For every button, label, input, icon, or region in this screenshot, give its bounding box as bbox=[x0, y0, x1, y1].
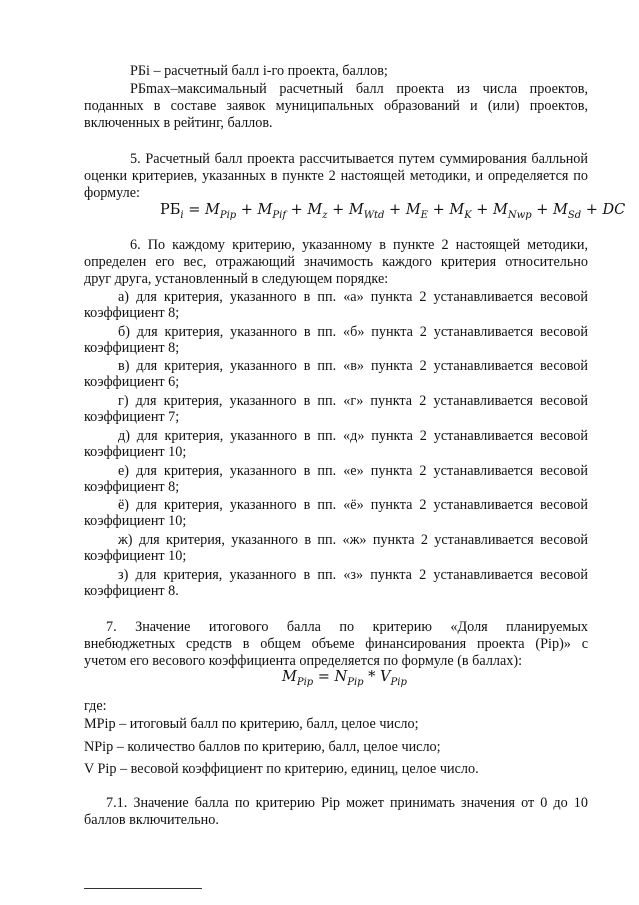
coefficient-item-3-line1: в) для критерия, указанного в пп. «в» пункта 2 устанавливается весовой bbox=[118, 358, 588, 375]
paragraph-7-1-line2: баллов включительно. bbox=[84, 812, 219, 828]
footnote-rule bbox=[84, 888, 202, 889]
coefficient-item-2-line2: коэффициент 8; bbox=[84, 339, 180, 356]
formula-total-score: $РБ_i = M_{Pip} + M_{Pif} + M_z + M_{Wtd} + M_E + M_K + M_{Nwp} + M_{Sd}$ + DC bbox=[160, 202, 626, 221]
coefficient-item-8-line1: ж) для критерия, указанного в пп. «ж» пункта 2 устанавливается весовой bbox=[118, 531, 588, 548]
paragraph-7-1-line1: 7.1. Значение балла по критерию Pip может принимать значения от 0 до 10 bbox=[106, 795, 588, 811]
coefficient-item-1-line1: а) для критерия, указанного в пп. «а» пункта 2 устанавливается весовой bbox=[118, 289, 588, 305]
coefficient-item-6-line2: коэффициент 8; bbox=[84, 478, 180, 495]
definition-rbmax-line1: РБmax–максимальный расчетный балл проекта из числа проектов, bbox=[130, 81, 588, 97]
paragraph-5-line2: оценки критериев, указанных в пункте 2 настоящей методики, и определяется по bbox=[84, 168, 588, 184]
formula-mpip: $M_{Pip} = N_{Pip} * V_{Pip}$ bbox=[282, 669, 407, 688]
paragraph-5-line1: 5. Расчетный балл проекта рассчитывается путем суммирования балльной bbox=[130, 151, 588, 167]
paragraph-7-line1: 7. Значение итогового балла по критерию «Доля планируемых bbox=[106, 619, 588, 635]
where-label: где: bbox=[84, 698, 107, 714]
coefficient-item-3-line2: коэффициент 6; bbox=[84, 374, 180, 391]
definition-rbmax-line3: включенных в рейтинг, баллов. bbox=[84, 115, 273, 131]
paragraph-7-line2: внебюджетных средств в общем объеме финансирования проекта (Pip)» с bbox=[84, 636, 588, 652]
definition-mpip: MPip – итоговый балл по критерию, балл, целое число; bbox=[84, 716, 419, 732]
coefficient-item-8-line2: коэффициент 10; bbox=[84, 547, 187, 564]
coefficient-item-5-line1: д) для критерия, указанного в пп. «д» пункта 2 устанавливается весовой bbox=[118, 427, 588, 444]
coefficient-item-1-line2: коэффициент 8; bbox=[84, 305, 180, 321]
definition-rbi: РБi – расчетный балл i-го проекта, баллов; bbox=[130, 63, 388, 79]
definition-npip: NPip – количество баллов по критерию, балл, целое число; bbox=[84, 739, 441, 755]
paragraph-6-line1: 6. По каждому критерию, указанному в пункте 2 настоящей методики, bbox=[130, 237, 588, 253]
coefficient-item-7-line2: коэффициент 10; bbox=[84, 513, 187, 530]
paragraph-6-line3: друг друга, установленный в следующем порядке: bbox=[84, 271, 389, 287]
coefficient-item-9-line2: коэффициент 8. bbox=[84, 582, 179, 599]
paragraph-6-line2: определен его вес, отражающий значимость каждого критерия относительно bbox=[84, 254, 588, 270]
coefficient-item-5-line2: коэффициент 10; bbox=[84, 443, 187, 460]
definition-rbmax-line2: поданных в составе заявок муниципальных образований и (или) проектов, bbox=[84, 98, 588, 114]
formula-lhs: РБ bbox=[160, 202, 181, 218]
coefficient-item-7-line1: ё) для критерия, указанного в пп. «ё» пункта 2 устанавливается весовой bbox=[118, 497, 588, 514]
coefficient-item-6-line1: е) для критерия, указанного в пп. «е» пункта 2 устанавливается весовой bbox=[118, 462, 588, 479]
paragraph-5-line3: формуле: bbox=[84, 185, 140, 201]
paragraph-7-line3: учетом его весового коэффициента определяется по формуле (в баллах): bbox=[84, 653, 523, 669]
coefficient-item-2-line1: б) для критерия, указанного в пп. «б» пункта 2 устанавливается весовой bbox=[118, 323, 588, 340]
definition-vpip: V Pip – весовой коэффициент по критерию, единиц, целое число. bbox=[84, 761, 479, 777]
coefficient-item-4-line1: г) для критерия, указанного в пп. «г» пункта 2 устанавливается весовой bbox=[118, 393, 588, 410]
coefficient-item-9-line1: з) для критерия, указанного в пп. «з» пункта 2 устанавливается весовой bbox=[118, 566, 588, 583]
coefficient-item-4-line2: коэффициент 7; bbox=[84, 409, 180, 426]
